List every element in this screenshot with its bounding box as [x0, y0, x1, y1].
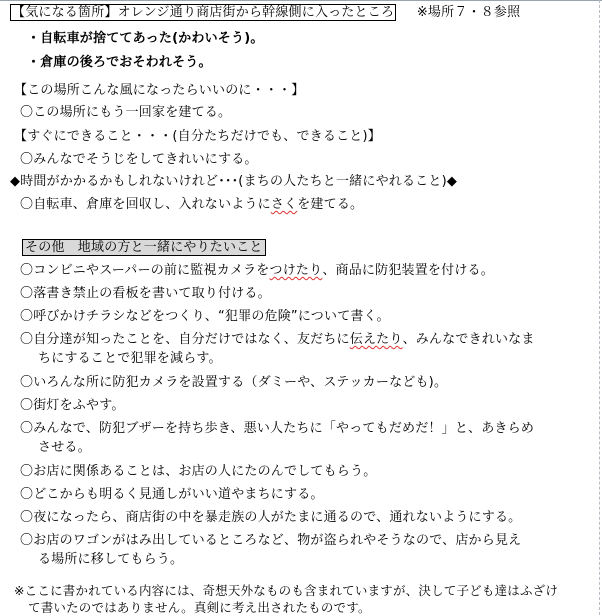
footer-note-line1: ※ここに書かれている内容には、奇想天外なものも含まれていますが、決して子ども達はふざけ	[14, 583, 559, 598]
header-ref-note: ※場所７・８参照	[416, 5, 521, 20]
ideal-heading: 【この場所こんな風になったらいいのに・・・】	[14, 83, 305, 98]
header-row	[10, 4, 520, 21]
other-item-share: 〇自分達が知ったことを、自分だけではなく、友だちに伝えたり、みんなできれいなま	[20, 332, 535, 347]
other-item-wagon: 〇お店のワゴンがはみ出しているところなど、物が盗られやそうなので、店から見え	[20, 533, 522, 548]
other-item-bright: 〇どこからも明るく見通しがいい道やまちにする。	[20, 487, 324, 502]
other-item-buzzer: 〇みんなで、防犯ブザーを持ち歩き、悪い人たちに「やってもだめだ！」と、あきらめ	[20, 421, 535, 436]
spell-check-word: つけたり	[269, 263, 323, 278]
other-item-lights: 〇街灯をふやす。	[20, 398, 125, 413]
later-item: 〇自転車、倉庫を回収し、入れないようにさくを建てる。	[20, 197, 364, 212]
finding-bicycle: ・自転車が捨ててあった(かわいそう)。	[27, 31, 264, 46]
now-item: 〇みんなでそうじをしてきれいにする。	[20, 152, 258, 167]
header-box-title: 【気になる箇所】オレンジ通り商店街から幹線側に入ったところ	[12, 5, 395, 20]
other-item-leaflet: 〇呼びかけチラシなどをつくり、“犯罪の危険”について書く。	[20, 309, 390, 324]
spell-check-word: 伝えたり	[349, 332, 403, 347]
finding-warehouse: ・倉庫の後ろでおそわれそう。	[27, 55, 212, 70]
footer-note-line2: て書いたのではありません。真剣に考え出されたものです。	[28, 600, 371, 615]
page-right-margin-guide	[599, 0, 600, 615]
other-item-cameras: 〇いろんな所に防犯カメラを設置する（ダミーや、ステッカーなども)。	[20, 375, 448, 390]
spell-check-word: さく	[270, 197, 298, 212]
other-item-share-cont: ちにすることで犯罪を減らす。	[38, 351, 222, 366]
other-item-night: 〇夜になったら、商店街の中を暴走族の人がたまに通るので、通れないようにする。	[20, 510, 522, 525]
other-item-graffiti: 〇落書き禁止の看板を書いて取り付ける。	[20, 286, 271, 301]
ideal-item: 〇この場所にもう一回家を建てる。	[20, 105, 232, 120]
later-heading: ◆時間がかかるかもしれないけれど･･･(まちの人たちと一緒にやれること)◆	[10, 174, 458, 189]
other-item-wagon-cont: る場所に移してもらう。	[38, 552, 184, 567]
now-heading: 【すぐにできること・・・(自分たちだけでも、できること)】	[14, 129, 381, 144]
other-heading-row	[22, 239, 266, 256]
other-item-camera: 〇コンビニやスーパーの前に監視カメラをつけたり、商品に防犯装置を付ける。	[20, 263, 494, 278]
other-item-buzzer-cont: させる。	[38, 440, 91, 455]
other-item-shops: 〇お店に関係あることは、お店の人にたのんでしてもらう。	[20, 464, 377, 479]
other-heading: その他 地域の方と一緒にやりたいこと	[22, 239, 266, 256]
